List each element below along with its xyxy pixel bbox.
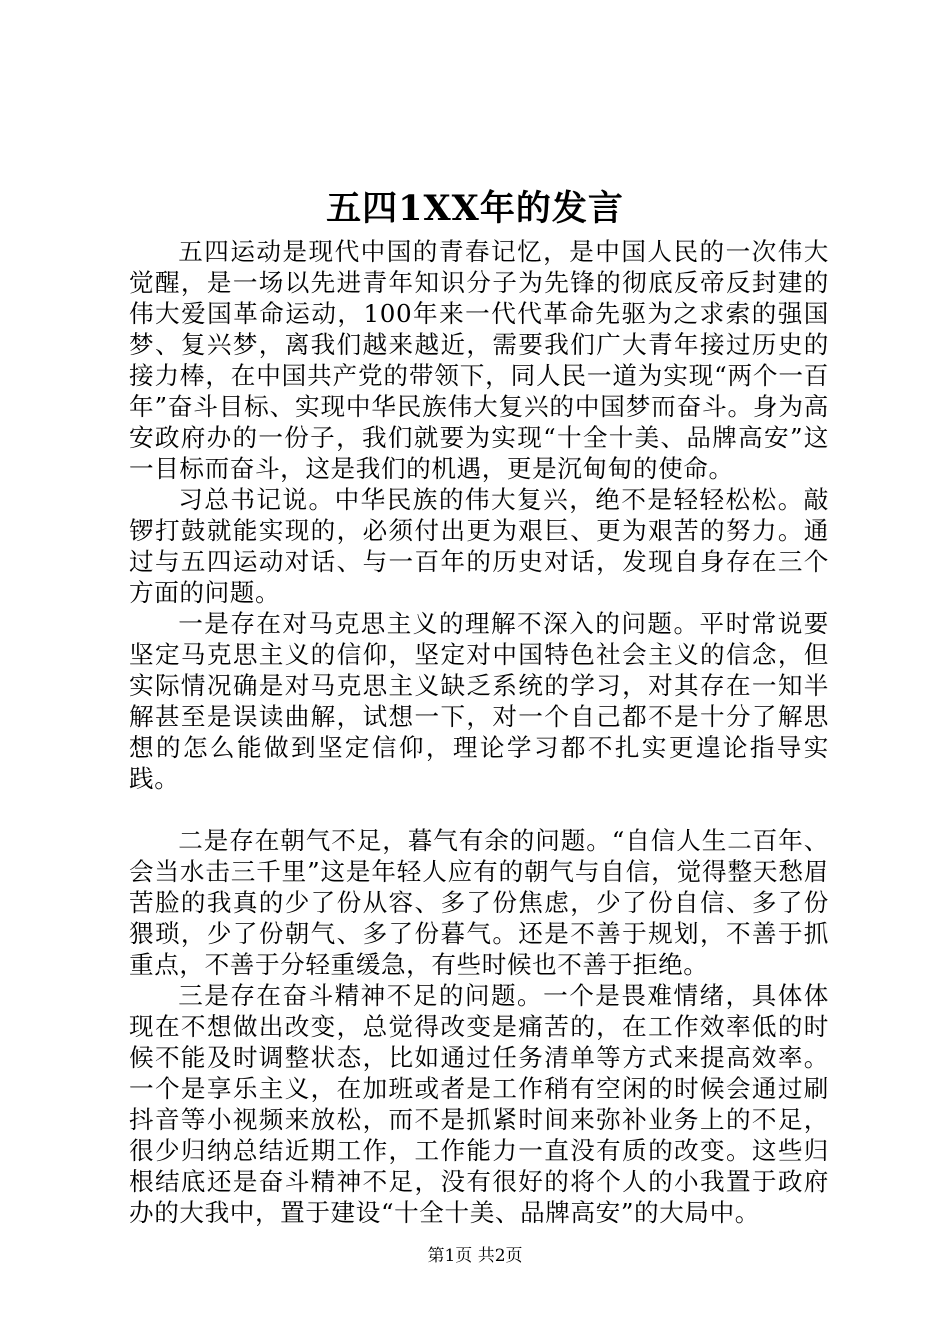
paragraph-quote: 习总书记说。中华民族的伟大复兴，绝不是轻轻松松。敲锣打鼓就能实现的，必须付出更为艰巨、更为艰苦的努力。通过与五四运动对话、与一百年的历史对话，发现自身存在三个方面的问题。: [129, 485, 829, 607]
paragraph-problem-two: 二是存在朝气不足，暮气有余的问题。“自信人生二百年、会当水击三千里”这是年轻人应有的朝气与自信，觉得整天愁眉苦脸的我真的少了份从容、多了份焦虑，少了份自信、多了份猥琐，少了份朝气、多了份暮气。还是不善于规划，不善于抓重点，不善于分轻重缓急，有些时候也不善于拒绝。: [129, 826, 829, 979]
paragraph-intro: 五四运动是现代中国的青春记忆，是中国人民的一次伟大觉醒，是一场以先进青年知识分子为先锋的彻底反帝反封建的伟大爱国革命运动，100年来一代代革命先驱为之求索的强国梦、复兴梦，离我们越来越近，需要我们广大青年接过历史的接力棒，在中国共产党的带领下，同人民一道为实现“两个一百年”奋斗目标、实现中华民族伟大复兴的中国梦而奋斗。身为高安政府办的一份子，我们就要为实现“十全十美、品牌高安”这一目标而奋斗，这是我们的机遇，更是沉甸甸的使命。: [129, 237, 829, 483]
document-body: [129, 236, 829, 1228]
document-title: 五四1XX年的发言: [326, 188, 624, 229]
paragraph-problem-three: 三是存在奋斗精神不足的问题。一个是畏难情绪，具体体现在不想做出改变，总觉得改变是痛苦的，在工作效率低的时候不能及时调整状态，比如通过任务清单等方式来提高效率。一个是享乐主义，在加班或者是工作稍有空闲的时候会通过刷抖音等小视频来放松，而不是抓紧时间来弥补业务上的不足，很少归纳总结近期工作，工作能力一直没有质的改变。这些归根结底还是奋斗精神不足，没有很好的将个人的小我置于政府办的大我中，置于建设“十全十美、品牌高安”的大局中。: [129, 981, 829, 1227]
page-number-footer: 第1页 共2页: [427, 1246, 523, 1266]
paragraph-problem-one: 一是存在对马克思主义的理解不深入的问题。平时常说要坚定马克思主义的信仰，坚定对中国特色社会主义的信念，但实际情况确是对马克思主义缺乏系统的学习，对其存在一知半解甚至是误读曲解，试想一下，对一个自己都不是十分了解思想的怎么能做到坚定信仰，理论学习都不扎实更遑论指导实践。: [129, 609, 829, 793]
